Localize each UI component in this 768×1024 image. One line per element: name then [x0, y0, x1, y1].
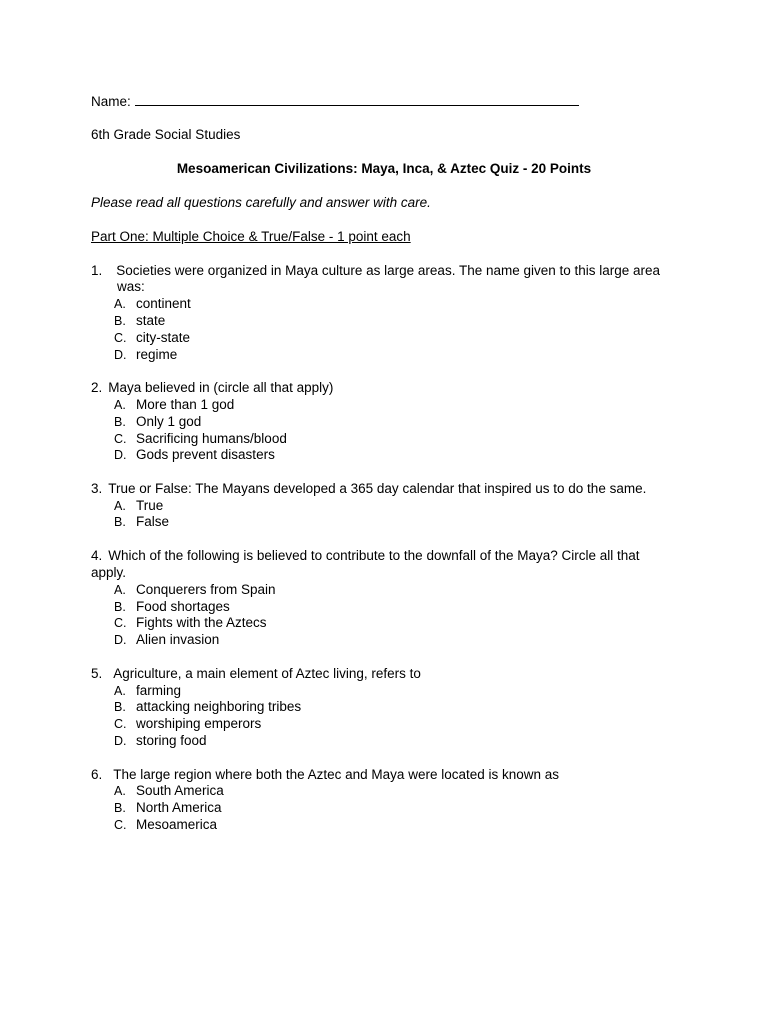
question-number: 4. — [91, 548, 103, 563]
option-5b[interactable]: B. attacking neighboring tribes — [114, 699, 302, 714]
question-5 — [91, 665, 421, 682]
name-blank-line[interactable] — [135, 92, 579, 106]
question-number: 6. — [91, 767, 103, 782]
question-text: Which of the following is believed to contribute to the downfall of the Maya? Circle all that — [108, 548, 640, 563]
option-6a[interactable]: A. South America — [114, 783, 224, 798]
question-1 — [91, 262, 660, 279]
option-4b[interactable]: B. Food shortages — [114, 599, 230, 614]
option-1c[interactable]: C. city-state — [114, 330, 191, 345]
option-3b[interactable]: B. False — [114, 514, 170, 529]
option-1b[interactable]: B. state — [114, 313, 166, 328]
question-4-text-line2: apply. — [91, 565, 127, 580]
question-number: 1. — [91, 263, 103, 278]
option-5d[interactable]: D. storing food — [114, 733, 207, 748]
quiz-title: Mesoamerican Civilizations: Maya, Inca, & Aztec Quiz - 20 Points — [176, 161, 592, 176]
option-1d[interactable]: D. regime — [114, 347, 178, 362]
option-6c[interactable]: C. Mesoamerica — [114, 817, 218, 832]
question-text: True or False: The Mayans developed a 365 day calendar that inspired us to do the same. — [108, 481, 647, 496]
question-number: 5. — [91, 666, 103, 681]
option-3a[interactable]: A. True — [114, 498, 164, 513]
option-2c[interactable]: C. Sacrificing humans/blood — [114, 431, 287, 446]
question-number: 2. — [91, 380, 103, 395]
option-2b[interactable]: B. Only 1 god — [114, 414, 202, 429]
course-label: 6th Grade Social Studies — [91, 127, 241, 142]
option-5a[interactable]: A. farming — [114, 683, 182, 698]
instructions: Please read all questions carefully and answer with care. — [91, 195, 431, 210]
question-6 — [91, 766, 559, 783]
name-field[interactable] — [91, 92, 579, 110]
question-text: The large region where both the Aztec and Maya were located is known as — [113, 767, 560, 782]
question-text: Societies were organized in Maya culture as large areas. The name given to this large area — [116, 263, 661, 278]
option-2d[interactable]: D. Gods prevent disasters — [114, 447, 275, 462]
option-1a[interactable]: A. continent — [114, 296, 191, 311]
question-1-text-line2: was: — [117, 279, 145, 294]
question-text: Agriculture, a main element of Aztec living, refers to — [113, 666, 421, 681]
option-4a[interactable]: A. Conquerers from Spain — [114, 582, 276, 597]
option-5c[interactable]: C. worshiping emperors — [114, 716, 262, 731]
question-number: 3. — [91, 481, 103, 496]
option-6b[interactable]: B. North America — [114, 800, 222, 815]
option-4d[interactable]: D. Alien invasion — [114, 632, 220, 647]
question-2 — [91, 379, 333, 396]
question-text: Maya believed in (circle all that apply) — [108, 380, 334, 395]
question-4 — [91, 547, 640, 564]
option-2a[interactable]: A. More than 1 god — [114, 397, 235, 412]
question-3 — [91, 480, 646, 497]
part-heading: Part One: Multiple Choice & True/False - 1 point each — [91, 229, 411, 244]
name-label: Name: — [91, 94, 131, 109]
option-4c[interactable]: C. Fights with the Aztecs — [114, 615, 267, 630]
